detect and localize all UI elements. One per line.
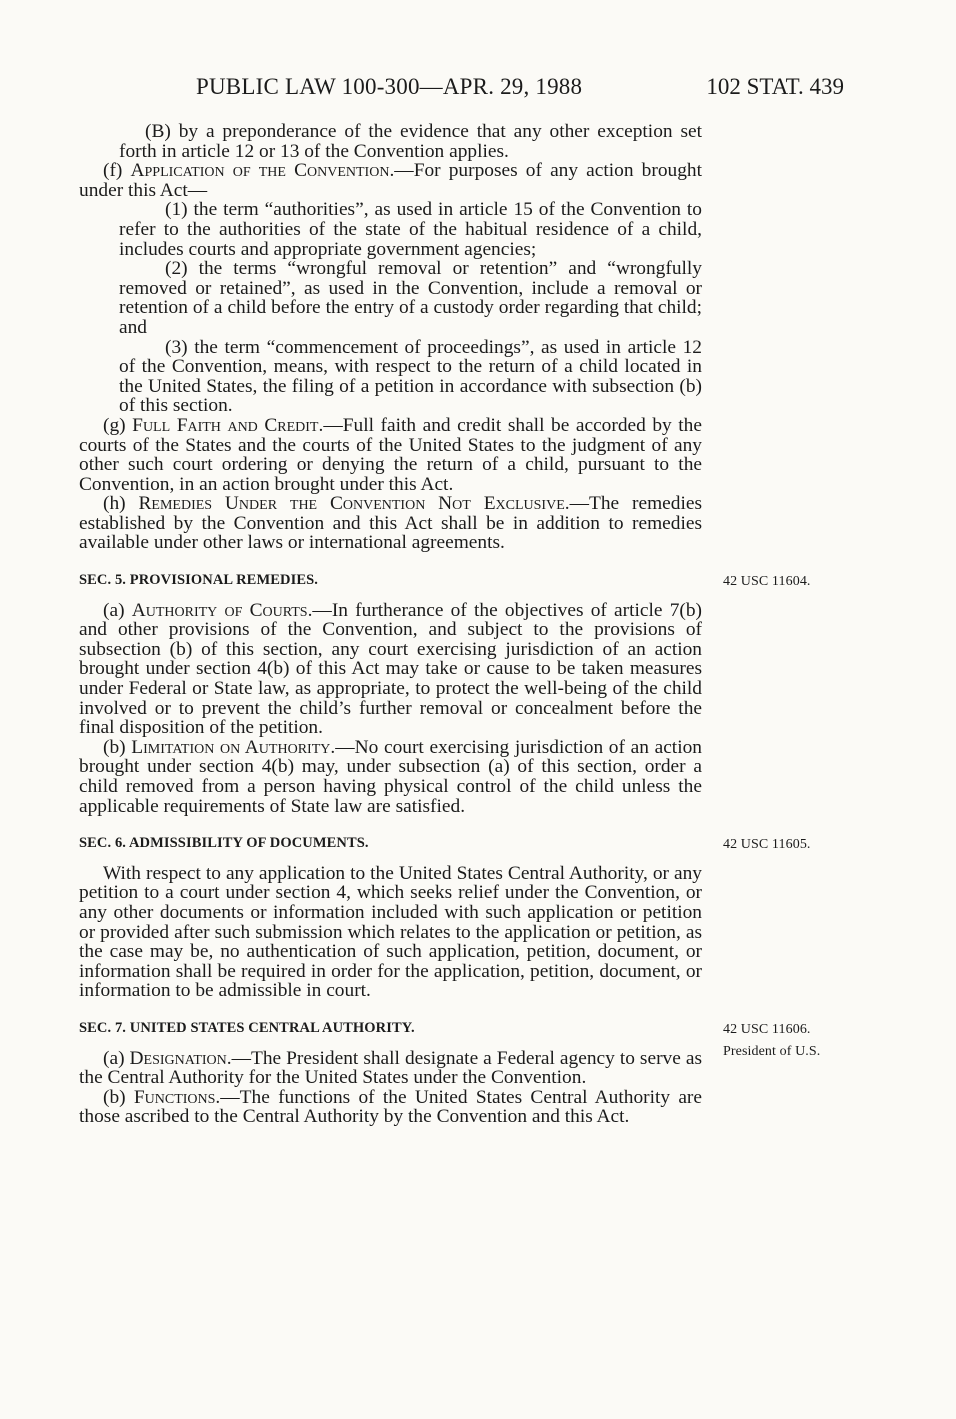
subsection-g-text: —Full faith and credit shall be accorded by the courts of the States and the courts of the United States to the judgment of any other such court ordering or denying the return of a child, pursuant to the Convention, in an action brought under this Act. [79,414,702,495]
subsection-f-label: (f) [103,160,131,182]
section-5-b-text: —No court exercising jurisdiction of an action brought under section 4(b) may, under subsection (a) of this section, order a child removed from a person having physical control of the child unless the applicable requirements of State law are satisfied. [79,736,702,817]
subsection-f-heading: Application of the Convention. [130,160,395,182]
section-5-margin-note: 42 USC 11604. [723,574,811,590]
section-5-subsection-a [79,601,702,738]
section-5-b-label: (b) [103,736,132,758]
section-7-b-text: —The functions of the United States Central Authority are those ascribed to the Central Authority by the Convention and this Act. [79,1086,702,1128]
section-6-text: With respect to any application to the United States Central Authority, or any petition to a court under section 4, which seeks relief under the Convention, or any other documents or information included with such application or petition or provided after such submission which relates to the application or petition, as the case may be, no authentication of such application, petition, document, or information shall be required in order for the application, petition, document, or information to be admissible in court. [79,862,702,1002]
subsection-f-text: —For purposes of any action brought under this Act— [79,160,702,201]
section-6-heading [79,834,811,854]
subsection-g [79,416,702,494]
subsection-f [79,161,702,200]
statute-page-reference: 102 STAT. 439 [706,74,844,99]
subsection-h-text: —The remedies established by the Convention and this Act shall be in addition to remedies available under other laws or international agreements. [79,493,702,554]
paragraph-b-continuation: (B) by a preponderance of the evidence that any other exception set forth in article 12 or 13 of the Convention applies. [119,121,702,162]
section-6-margin-note: 42 USC 11605. [723,837,811,853]
section-5-a-label: (a) [103,599,132,621]
section-7-b-label: (b) [103,1086,134,1108]
section-6-title: SEC. 6. ADMISSIBILITY OF DOCUMENTS. [79,835,369,852]
section-5-a-heading: Authority of Courts. [131,599,313,621]
paragraph-3: (3) the term “commencement of proceedings”, as used in article 12 of the Convention, means, with respect to the return of a child located in the United States, the filing of a petition in accordance with subsection (b) of this section. [119,336,702,417]
paragraph-2: (2) the terms “wrongful removal or retention” and “wrongfully removed or retained”, as used in the Convention, include a removal or retention of a child before the entry of a custody order regarding that child; and [119,258,702,338]
paragraph-1: (1) the term “authorities”, as used in article 15 of the Convention to refer to the authorities of the state of the habitual residence of a child, includes courts and appropriate government agencies; [119,199,702,260]
section-5-subsection-b [79,738,702,816]
section-7-a-text: —The President shall designate a Federal agency to serve as the Central Authority for the United States under the Convention. [79,1047,702,1089]
document-body [79,121,821,1128]
section-5-title: SEC. 5. PROVISIONAL REMEDIES. [79,572,318,589]
subsection-g-heading: Full Faith and Credit. [132,414,324,436]
subsection-h [79,494,702,553]
section-7-margin-note-president: President of U.S. [723,1043,821,1059]
section-7-subsection-a [79,1049,702,1088]
section-7-b-heading: Functions. [133,1086,221,1108]
section-7-title: SEC. 7. UNITED STATES CENTRAL AUTHORITY. [79,1019,415,1036]
section-7-margin-note-usc: 42 USC 11606. [723,1021,811,1037]
section-5-b-heading: Limitation on Authority. [131,736,336,758]
section-7-a-heading: Designation. [129,1047,232,1069]
subsection-h-label: (h) [103,493,139,515]
section-7-a-label: (a) [103,1047,130,1069]
section-5-heading [79,571,811,591]
running-head: PUBLIC LAW 100-300—APR. 29, 1988 [196,74,583,99]
subsection-g-label: (g) [103,414,133,436]
section-5-a-text: —In furtherance of the objectives of article 7(b) and other provisions of the Convention, and subject to the provisions of subsection (b) of this section, any court exercising jurisdiction of an action brought under section 4(b) of this Act may take or cause to be taken measures under Federal or State law, as appropriate, to protect the well-being of the child involved or to prevent the child’s further removal or concealment before the final disposition of the petition. [79,599,702,739]
section-7-subsection-b [79,1088,702,1127]
subsection-h-heading: Remedies Under the Convention Not Exclusive. [138,493,570,515]
